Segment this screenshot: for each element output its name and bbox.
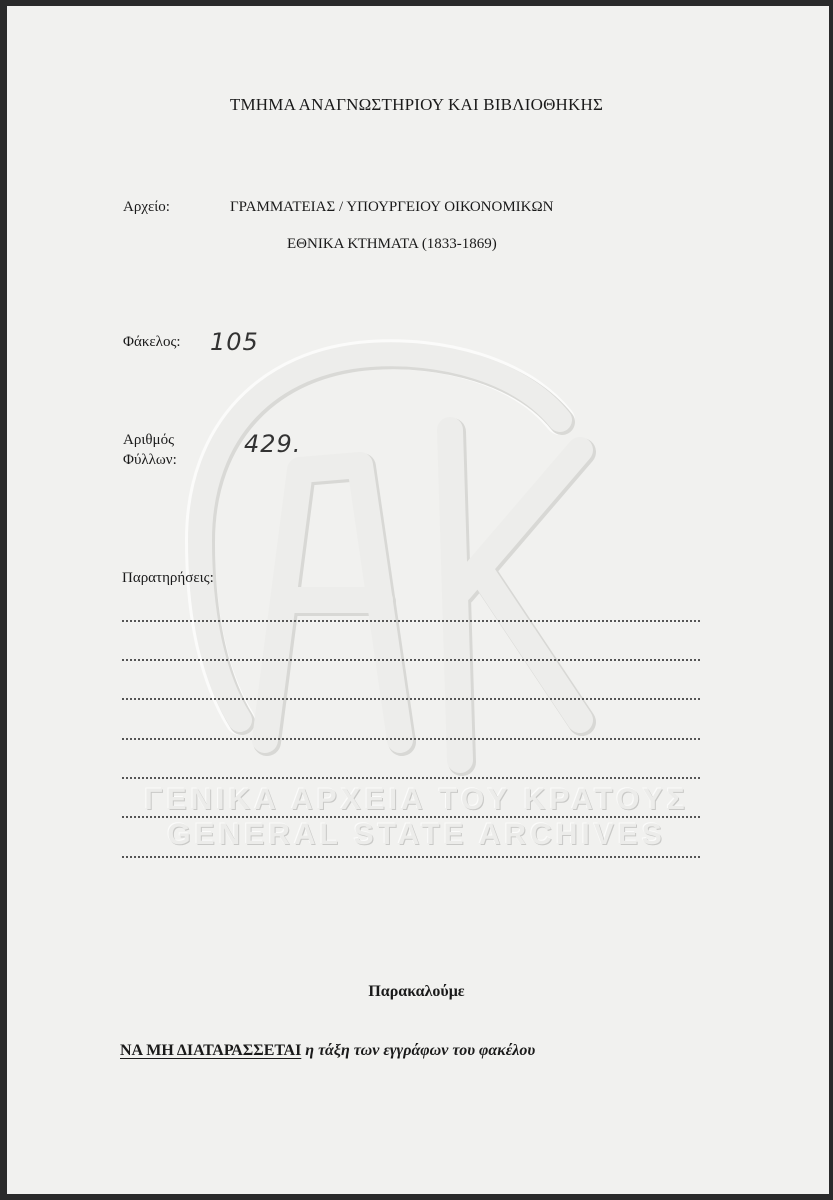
instruction-rest: η τάξη των εγγράφων του φακέλου [305, 1042, 536, 1059]
archive-value-line1: ΓΡΑΜΜΑΤΕΙΑΣ / ΥΠΟΥΡΓΕΙΟΥ ΟΙΚΟΝΟΜΙΚΩΝ [230, 199, 554, 215]
request-text: Παρακαλούμε [368, 983, 465, 1000]
folder-value-handwritten: 105 [210, 328, 259, 356]
watermark-text-greek: ΓΕΝΙΚΑ ΑΡΧΕΙΑ ΤΟΥ ΚΡΑΤΟΥΣ [144, 783, 689, 816]
folder-label: Φάκελος: [123, 334, 181, 350]
remarks-label: Παρατηρήσεις: [122, 570, 214, 586]
watermark-text-english: GENERAL STATE ARCHIVES [167, 818, 666, 851]
remarks-line [122, 620, 700, 622]
remarks-line [122, 777, 700, 779]
sheets-label-line2: Φύλλων: [123, 452, 177, 468]
instruction-line [120, 1042, 535, 1060]
archive-label: Αρχείο: [123, 199, 170, 215]
remarks-line [122, 738, 700, 740]
remarks-line [122, 856, 700, 858]
department-heading: ΤΜΗΜΑ ΑΝΑΓΝΩΣΤΗΡΙΟΥ ΚΑΙ ΒΙΒΛΙΟΘΗΚΗΣ [229, 95, 604, 114]
sheets-value-handwritten: 429. [244, 430, 302, 458]
remarks-line [122, 659, 700, 661]
instruction-emphasis: ΝΑ ΜΗ ΔΙΑΤΑΡΑΣΣΕΤΑΙ [120, 1042, 302, 1059]
archive-value-line2: ΕΘΝΙΚΑ ΚΤΗΜΑΤΑ (1833-1869) [287, 236, 497, 252]
sheets-label-line1: Αριθμός [123, 432, 175, 448]
remarks-line [122, 698, 700, 700]
document-page [7, 6, 829, 1194]
